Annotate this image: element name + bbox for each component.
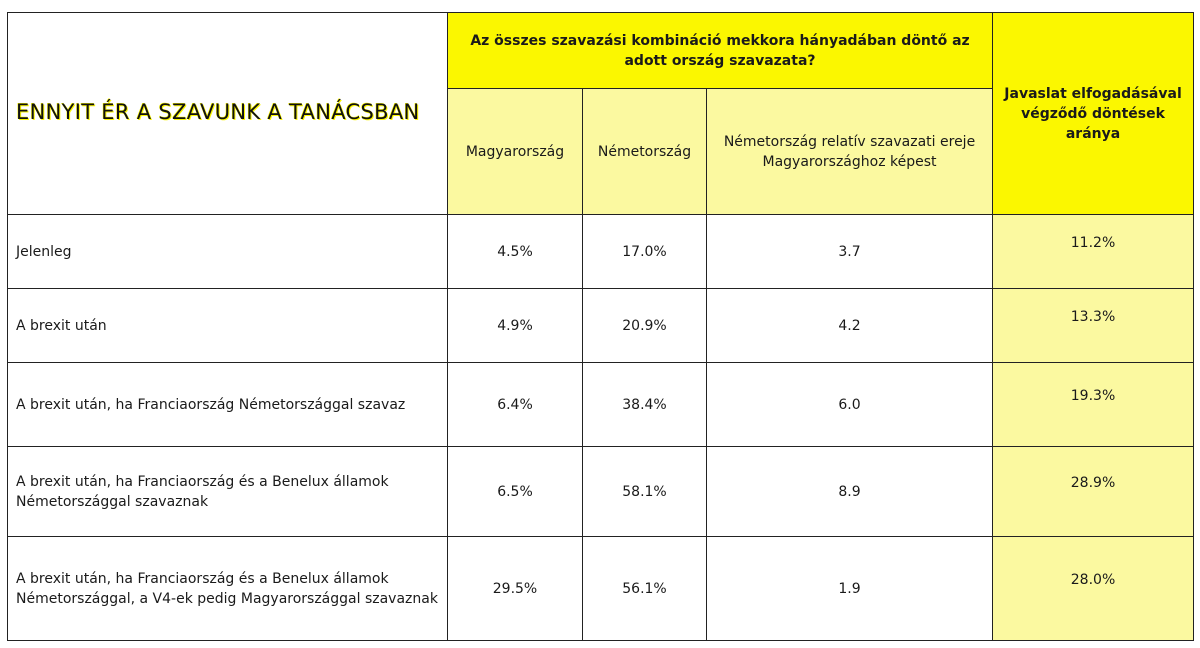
cell-relative-power: 1.9	[707, 537, 993, 641]
cell-germany: 38.4%	[583, 363, 707, 447]
header-hungary: Magyarország	[448, 89, 583, 215]
table-row	[8, 215, 1194, 289]
cell-relative-power: 4.2	[707, 289, 993, 363]
pass-rate-value: 19.3%	[1070, 387, 1116, 404]
pass-rate-header: Javaslat elfogadásával végződő döntések aránya	[993, 13, 1194, 215]
cell-hungary: 6.4%	[448, 363, 583, 447]
pass-rate-value: 13.3%	[1070, 308, 1116, 325]
cell-germany: 56.1%	[583, 537, 707, 641]
table-row	[8, 447, 1194, 537]
group-header: Az összes szavazási kombináció mekkora hányadában döntő az adott ország szavazata?	[448, 13, 993, 89]
cell-relative-power: 8.9	[707, 447, 993, 537]
cell-relative-power: 3.7	[707, 215, 993, 289]
table-title: ENNYIT ÉR A SZAVUNK A TANÁCSBAN	[16, 100, 420, 124]
cell-pass-rate	[993, 537, 1194, 641]
voting-power-table	[7, 12, 1194, 641]
title-cell	[8, 13, 448, 215]
row-label: A brexit után, ha Franciaország és a Benelux államok Németországgal, a V4-ek pedig Magyarországgal szavaznak	[8, 537, 448, 641]
cell-germany: 17.0%	[583, 215, 707, 289]
pass-rate-value: 28.0%	[1070, 571, 1116, 588]
header-germany: Németország	[583, 89, 707, 215]
cell-hungary: 29.5%	[448, 537, 583, 641]
cell-hungary: 4.5%	[448, 215, 583, 289]
row-label: A brexit után	[8, 289, 448, 363]
header-row-1	[8, 13, 1194, 89]
pass-rate-value: 28.9%	[1070, 474, 1116, 491]
cell-hungary: 4.9%	[448, 289, 583, 363]
cell-relative-power: 6.0	[707, 363, 993, 447]
cell-germany: 58.1%	[583, 447, 707, 537]
cell-germany: 20.9%	[583, 289, 707, 363]
table-row	[8, 537, 1194, 641]
cell-hungary: 6.5%	[448, 447, 583, 537]
table-row	[8, 289, 1194, 363]
row-label: A brexit után, ha Franciaország Németországgal szavaz	[8, 363, 448, 447]
row-label: Jelenleg	[8, 215, 448, 289]
header-relative-power: Németország relatív szavazati ereje Magyarországhoz képest	[707, 89, 993, 215]
cell-pass-rate	[993, 215, 1194, 289]
table-row	[8, 363, 1194, 447]
pass-rate-value: 11.2%	[1070, 234, 1116, 251]
cell-pass-rate	[993, 363, 1194, 447]
cell-pass-rate	[993, 447, 1194, 537]
cell-pass-rate	[993, 289, 1194, 363]
row-label: A brexit után, ha Franciaország és a Benelux államok Németországgal szavaznak	[8, 447, 448, 537]
